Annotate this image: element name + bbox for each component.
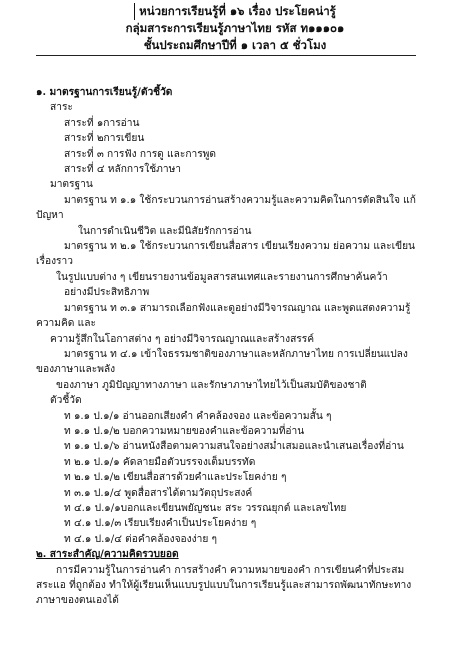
standard-2-cont: ในรูปแบบต่าง ๆ เขียนรายงานข้อมูลสารสนเทศและรายงานการศึกษาค้นคว้า	[56, 271, 388, 283]
strand-item: สาระที่ ๑การอ่าน	[64, 117, 140, 129]
standard-1-text: มาตรฐาน ท ๑.๑ ใช้กระบวนการอ่านสร้างความรู้และความคิดในการตัดสินใจ แก้ปัญหา	[36, 194, 416, 222]
section-2-heading: ๒. สาระสำคัญ/ความคิดรวบยอด	[36, 548, 179, 561]
header-divider	[36, 55, 416, 56]
section-2-body: การมีความรู้ในการอ่านคำ การสร้างคำ ความหมายของคำ การเขียนคำที่ประสมสระแอ ที่ถูกต้อง ทำให้ผู้เรียนเห็นแบบรูปแบบในการเรียนรู้และสามารถพัฒนาทักษะทางภาษาของตนเองได้	[36, 564, 412, 607]
indicator-item: ท ๒.๑ ป.๑/๑ คัดลายมือตัวบรรจงเต็มบรรทัด	[64, 456, 256, 468]
indicator-item: ท ๑.๑ ป.๑/๑ อ่านออกเสียงคำ คำคล้องจอง และข้อความสั้น ๆ	[64, 410, 332, 422]
strand-item: สาระที่ ๓ การฟัง การดู และการพูด	[64, 148, 217, 160]
document-body	[36, 85, 420, 609]
section-1-heading: ๑. มาตรฐานการเรียนรู้/ตัวชี้วัด	[36, 86, 173, 98]
standard-3-text: มาตรฐาน ท ๓.๑ สามารถเลือกฟังและดูอย่างมีวิจารณญาณ และพูดแสดงความรู้ ความคิด และ	[36, 302, 411, 330]
indicators-label: ตัวชี้วัด	[50, 395, 82, 407]
indicator-item: ท ๔.๑ ป.๑/๑บอกและเขียนพยัญชนะ สระ วรรณยุกต์ และเลขไทย	[64, 502, 347, 514]
indicator-item: ท ๑.๑ ป.๑/๖ อ่านหนังสือตามความสนใจอย่างสม่ำเสมอและนำเสนอเรื่องที่อ่าน	[64, 441, 404, 453]
standard-4-cont: ของภาษา ภูมิปัญญาทางภาษา และรักษาภาษาไทยไว้เป็นสมบัติของชาติ	[56, 379, 367, 391]
standard-4-text: มาตรฐาน ท ๔.๑ เข้าใจธรรมชาติของภาษาและหลักภาษาไทย การเปลี่ยนแปลงของภาษาและพลัง	[36, 348, 408, 376]
indicator-item: ท ๔.๑ ป.๑/๔ ต่อคำคล้องจองง่าย ๆ	[64, 533, 218, 545]
strand-item: สาระที่ ๔ หลักการใช้ภาษา	[64, 164, 182, 176]
strand-label: สาระ	[50, 102, 73, 114]
unit-title: หน่วยการเรียนรู้ที่ ๑๖ เรื่อง ประโยคน่ารู้	[134, 3, 336, 20]
standard-3-cont: ความรู้สึกในโอกาสต่าง ๆ อย่างมีวิจารณญาณและสร้างสรรค์	[50, 333, 315, 345]
strand-item: สาระที่ ๒การเขียน	[64, 133, 145, 145]
indicator-item: ท ๒.๑ ป.๑/๒ เขียนสื่อสารด้วยคำและประโยคง่าย ๆ	[64, 472, 287, 484]
indicator-item: ท ๔.๑ ป.๑/๓ เรียบเรียงคำเป็นประโยคง่าย ๆ	[64, 518, 257, 530]
standard-2-text: มาตรฐาน ท ๒.๑ ใช้กระบวนการเขียนสื่อสาร เขียนเรียงความ ย่อความ และเขียนเรื่องราว	[36, 241, 416, 268]
indicator-item: ท ๓.๑ ป.๑/๔ พูดสื่อสารได้ตามวัตถุประสงค์	[64, 487, 253, 499]
unit-header	[0, 0, 470, 54]
indicator-item: ท ๑.๑ ป.๑/๒ บอกความหมายของคำและข้อความที่อ่าน	[64, 425, 305, 437]
standards-label: มาตรฐาน	[50, 179, 93, 191]
standard-2-cont2: อย่างมีประสิทธิภาพ	[64, 287, 150, 299]
subject-code-line: กลุ่มสาระการเรียนรู้ภาษาไทย รหัส ท๑๑๑๐๑	[125, 21, 345, 35]
standard-1-cont: ในการดำเนินชีวิต และมีนิสัยรักการอ่าน	[78, 225, 252, 237]
grade-time-line: ชั้นประถมศึกษาปีที่ ๑ เวลา ๕ ชั่วโมง	[143, 38, 327, 52]
